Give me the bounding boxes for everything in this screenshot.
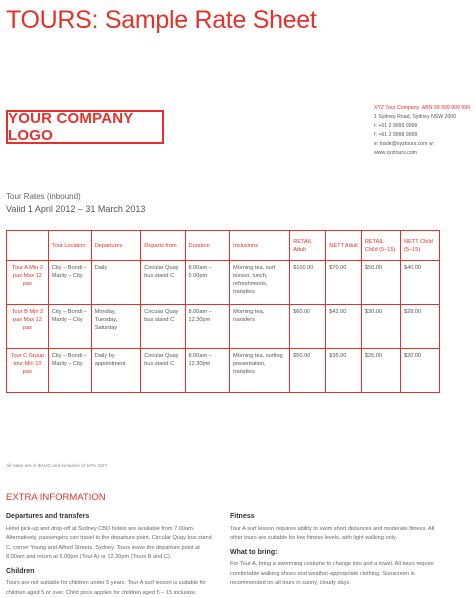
section-heading: What to bring: <box>230 548 278 556</box>
table-cell: $50.00 <box>290 349 326 393</box>
table-cell: Morning tea, surf lesson, lunch, refreshments, transfers <box>230 261 290 305</box>
tour-name-cell: Tour C Group tour Min 10 pax <box>7 349 49 393</box>
company-logo <box>6 110 164 144</box>
table-cell: $42.00 <box>326 305 362 349</box>
table-cell: Circular Quay bus stand C <box>141 305 185 349</box>
table-cell: $70.00 <box>326 261 362 305</box>
section-heading: Children <box>6 567 35 575</box>
header-cell: NETT Child (5–15) <box>401 231 440 261</box>
table-cell: 8.00am – 12.30pm <box>185 305 230 349</box>
page-title: TOURS: Sample Rate Sheet <box>6 6 317 34</box>
table-cell: $28.00 <box>401 305 440 349</box>
company-details <box>374 104 474 158</box>
header-cell: RETAIL Adult <box>290 231 326 261</box>
table-cell: $40.00 <box>401 261 440 305</box>
table-row <box>7 261 440 305</box>
company-email-web: e: trade@xyztours.com w: www.xyztours.com <box>374 141 435 156</box>
table-cell: Morning tea, surfing presentation, transfers <box>230 349 290 393</box>
rate-sheet <box>0 88 474 596</box>
rates-footnote: All rates are in $AUD and inclusive of 10% GST. <box>6 464 109 469</box>
header-cell: Departs from <box>141 231 185 261</box>
table-cell: $30.00 <box>361 305 400 349</box>
rate-table <box>6 230 440 393</box>
table-cell: $100.00 <box>290 261 326 305</box>
valid-period: Valid 1 April 2012 – 31 March 2013 <box>6 204 146 214</box>
logo-text: YOUR COMPANY LOGO <box>8 110 134 144</box>
extra-info-heading: EXTRA INFORMATION <box>6 492 106 503</box>
table-cell: Monday, Tuesday, Saturday <box>91 305 141 349</box>
header-cell: Tour Location <box>48 231 91 261</box>
company-fax: f: +61 2 9999 9999 <box>374 132 418 138</box>
table-cell: $60.00 <box>290 305 326 349</box>
table-cell: $25.00 <box>361 349 400 393</box>
table-cell: $35.00 <box>326 349 362 393</box>
section-heading: Fitness <box>230 513 255 520</box>
table-header-row <box>7 231 440 261</box>
extra-info-right-column <box>230 512 446 589</box>
header-cell: NETT Adult <box>326 231 362 261</box>
table-row <box>7 305 440 349</box>
company-name: XYZ Tour Company ABN 99 999 999 999 <box>374 105 470 111</box>
table-cell: City – Bondi – Manly – City <box>48 261 91 305</box>
company-address: 1 Sydney Road, Sydney NSW 2000 <box>374 114 457 120</box>
table-cell: 8.00am – 5.00pm <box>185 261 230 305</box>
table-row <box>7 349 440 393</box>
section-heading: Departures and transfers <box>6 513 90 520</box>
table-cell: Morning tea, transfers <box>230 305 290 349</box>
section-paragraph: Tours are not suitable for children under 5 years. Tour A surf lesson is suitable for children aged 5 or over. Child price applies for children aged 5 – 15 inclusive. <box>6 580 207 596</box>
tour-name-cell: Tour B Min 2 pax Max 12 pax <box>7 305 49 349</box>
header-cell: Duration <box>185 231 230 261</box>
tour-name-cell: Tour A Min 2 pax Max 12 pax <box>7 261 49 305</box>
extra-info-left-column <box>6 512 214 598</box>
section-paragraph: Tour A surf lesson requires ability to swim short distances and moderate fitness. All other tours are suitable for low fitness levels, with light walking only. <box>230 525 435 541</box>
table-cell: Circular Quay bus stand C <box>141 261 185 305</box>
rates-label: Tour Rates (inbound) <box>6 192 81 201</box>
table-cell: Circular Quay bus stand C <box>141 349 185 393</box>
table-cell: City – Bondi – Manly – City <box>48 349 91 393</box>
table-cell: 8.00am – 12.30pm <box>185 349 230 393</box>
company-phone: t: +61 2 9999 9999 <box>374 123 418 129</box>
table-cell: $20.00 <box>401 349 440 393</box>
header-cell: Inclusions <box>230 231 290 261</box>
header-cell: RETAIL Child (5–15) <box>361 231 400 261</box>
section-paragraph: Hotel pick-up and drop-off at Sydney CBD hotels are available from 7.00am. Alternatively, passengers can travel to the departure point, Circular Quay bus stand C, corner Young and Alfred Streets, Sydney. Tours leave the departure point at 8.00am and return at 5.00pm (Tour A) or 12.30pm (Tours B and C). <box>6 525 212 560</box>
section-paragraph: For Tour A, bring a swimming costume to change into and a towel. All tours require comfortable walking shoes and weather-appropriate clothing. Sunscreen is recommended on all tours in sunny, cloudy days. <box>230 561 434 586</box>
header-cell: Departures <box>91 231 141 261</box>
table-cell: $50.00 <box>361 261 400 305</box>
table-cell: City – Bondi – Manly – City <box>48 305 91 349</box>
table-cell: Daily by appointment <box>91 349 141 393</box>
table-cell: Daily <box>91 261 141 305</box>
header-cell <box>7 231 49 261</box>
